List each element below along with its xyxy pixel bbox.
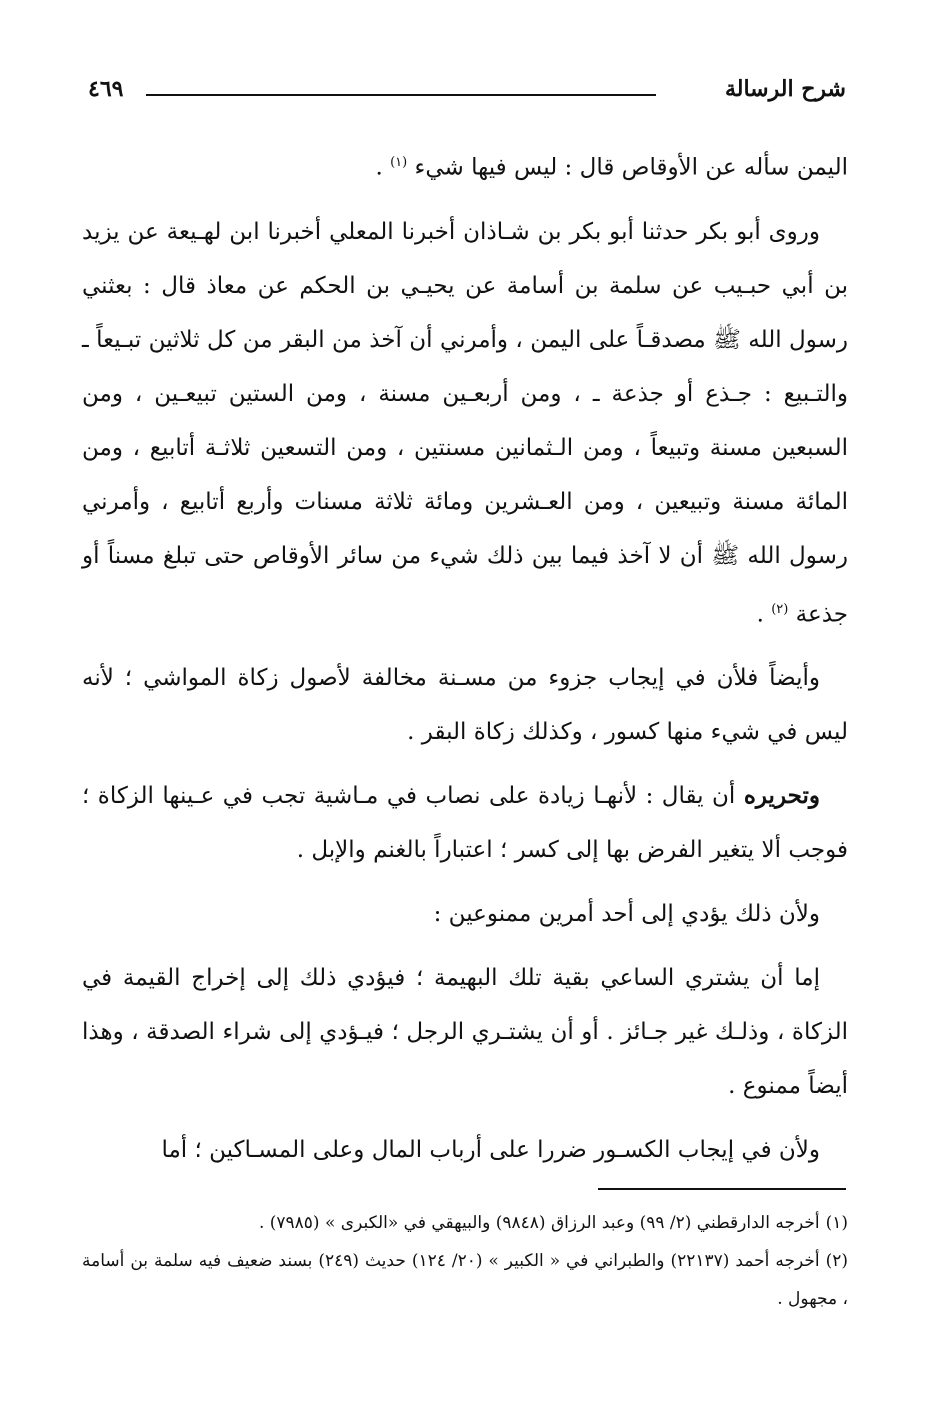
footnote-ref-1: (١) xyxy=(390,155,408,170)
paragraph-6: إما أن يشتري الساعي بقية تلك البهيمة ؛ فيؤدي ذلك إلى إخراج القيمة في الزكاة ، وذلـك غير جـائز . أو أن يشتـري الرجل ؛ فيـؤدي إلى شراء الصدقة ، وهذا أيضاً ممنوع . xyxy=(82,965,848,1100)
footnote-2-text: أخرجه أحمد (٢٢١٣٧) والطبراني في « الكبير » (٢٠/ ١٢٤) حديث (٢٤٩) بسند ضعيف فيه سلمة بن أسامة ، مجهول . xyxy=(82,1251,848,1309)
paragraph-5: ولأن ذلك يؤدي إلى أحد أمرين ممنوعين : xyxy=(433,901,820,928)
header-rule xyxy=(146,94,656,96)
footnote-1 xyxy=(82,1204,848,1242)
paragraph-1-text: اليمن سأله عن الأوقاص قال : ليس فيها شيء xyxy=(414,154,848,181)
footnote-ref-2: (٢) xyxy=(771,601,789,617)
paragraph-4-text: أن يقال : لأنهـا زيادة على نصاب في مـاشية تجب في عـينها الزكاة ؛ فوجب ألا يتغير الفرض بها إلى كسر ؛ اعتباراً بالغنم والإبل . xyxy=(82,783,848,864)
page-header xyxy=(88,72,846,112)
paragraph-1-end: . xyxy=(375,154,391,181)
paragraph-7: ولأن في إيجاب الكسـور ضررا على أرباب المال وعلى المسـاكين ؛ أما xyxy=(161,1137,820,1164)
paragraph-2-text: وروى أبو بكر حدثنا أبو بكر بن شـاذان أخبرنا المعلي أخبرنا ابن لهـيعة عن يزيد بن أبي حبـيب عن سلمة بن أسامة عن يحيـي بن الحكم عن معاذ قال : بعثني رسول الله ﷺ مصدقـاً على اليمن ، وأمرني أن آخذ من البقر من كل ثلاثين تبـيعاً ـ والتـبيع : جـذع أو جذعة ـ ، ومن أربعـين مسنة ، ومن الستين تبيعـين ، ومن السبعين مسنة وتبيعاً ، ومن الـثمانين مسنتين ، ومن التسعين ثلاثـة أتابيع ، ومن المائة مسنة وتبيعين ، ومن العـشرين ومائة ثلاثة مسنات وأربع أتابيع ، وأمرني رسول الله ﷺ أن لا آخذ فيما بين ذلك شيء من سائر الأوقاص حتى تبلغ مسناً أو جذعة xyxy=(82,218,848,628)
footnote-1-text: أخرجه الدارقطني (٢/ ٩٩) وعبد الرزاق (٩٨٤٨) والبيهقي في «الكبرى » (٧٩٨٥) . xyxy=(258,1213,820,1233)
footnote-1-number: (١) xyxy=(825,1213,848,1233)
paragraph-1 xyxy=(82,136,848,195)
footnote-rule xyxy=(598,1188,846,1190)
paragraph-2 xyxy=(82,205,848,642)
footnote-2-number: (٢) xyxy=(825,1251,848,1271)
main-text xyxy=(82,136,848,1177)
paragraph-3: وأيضاً فلأن في إيجاب جزوء من مسـنة مخالفة لأصول زكاة المواشي ؛ لأنه ليس في شيء منها كسور ، وكذلك زكاة البقر . xyxy=(82,665,848,746)
paragraph-4 xyxy=(82,769,848,877)
footnotes xyxy=(82,1204,848,1318)
running-title: شرح الرسالة xyxy=(724,76,846,102)
page-number: ٤٦٩ xyxy=(88,76,124,102)
paragraph-2-end: . xyxy=(756,601,772,628)
footnote-2 xyxy=(82,1242,848,1318)
paragraph-4-lead: وتحريره xyxy=(743,782,820,810)
